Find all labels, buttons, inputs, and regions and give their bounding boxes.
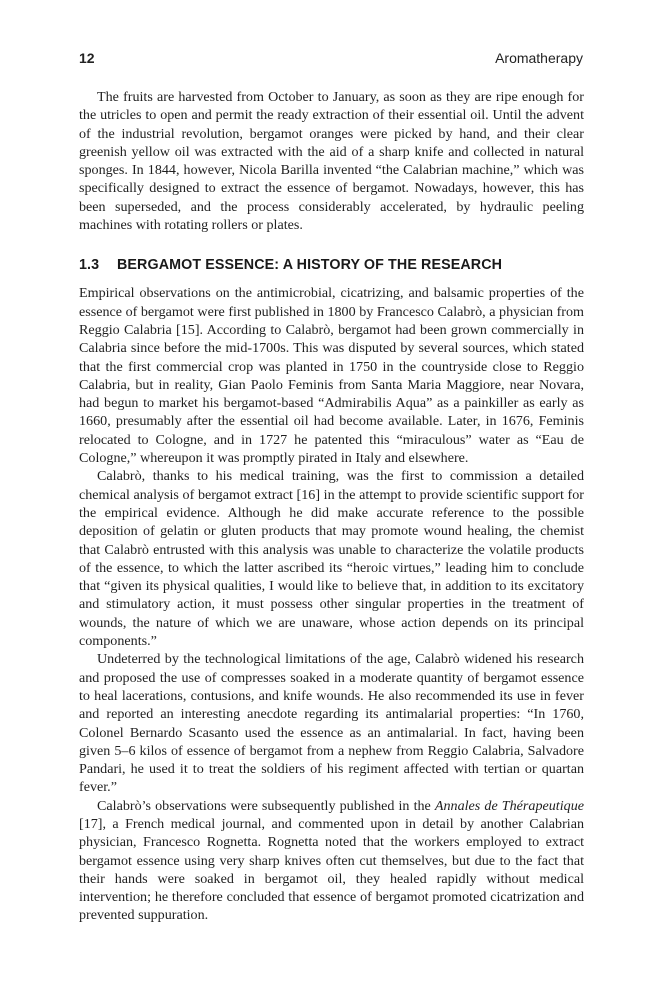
body-paragraph: Calabrò, thanks to his medical training, was the first to commission a detailed chemical analysis of bergamot extract [16] in the attempt to provide scientific support for the empirical evidence. Although he did make accurate reference to the possible deposition of gelatin or gluten products that may promote wound healing, the chemist that Calabrò entrusted with this analysis was unable to characterize the volatile products of the essence, to which the latter ascribed its “heroic virtues,” leading him to conclude that “given its physical qualities, I would like to believe that, in addition to its excitatory and stimulatory action, it must possess other singular properties in the treatment of wounds, the nature of which we are unaware, whose action depends on its principal components.” (79, 468, 584, 650)
text-run: Calabrò’s observations were subsequently published in the (97, 797, 435, 814)
page-number: 12 (79, 50, 95, 66)
body-paragraph: Undeterred by the technological limitations of the age, Calabrò widened his research and proposed the use of compresses soaked in a moderate quantity of bergamot essence to heal lacerations, contusions, and knife wounds. He also recommended its use in fever and reported an interesting anecdote regarding its antimalarial properties: “In 1760, Colonel Bernardo Scasanto used the essence as an antimalarial. In fact, having been given 5–6 kilos of essence of bergamot from a nephew from Reggio Calabria, Salvadore Pandari, he used it to treat the soldiers of his regiment affected with tertian or quartan fever.” (79, 651, 584, 796)
page-body (79, 88, 584, 925)
running-title: Aromatherapy (495, 50, 583, 66)
body-paragraph-last (79, 797, 584, 925)
text-run: [17], a French medical journal, and commented upon in detail by another Calabrian physician, Francesco Rognetta. Rognetta noted that the workers employed to extract bergamot essence using very sharp knives often cut themselves, but due to the fact that their hands were soaked in bergamot oil, they healed rapidly without medical intervention; he therefore concluded that essence of bergamot promoted cicatrization and prevented suppuration. (79, 815, 584, 924)
section-heading (79, 256, 584, 274)
running-header (79, 50, 583, 70)
journal-title: Annales de Thérapeutique (434, 797, 584, 814)
section-number: 1.3 (79, 257, 100, 274)
section-title: BERGAMOT ESSENCE: A HISTORY OF THE RESEARCH (117, 257, 503, 274)
intro-paragraph: The fruits are harvested from October to January, as soon as they are ripe enough for the utricles to open and permit the ready extraction of their essential oil. Until the advent of the industrial revolution, bergamot oranges were picked by hand, and their clear greenish yellow oil was extracted with the aid of a sharp knife and collected in natural sponges. In 1844, however, Nicola Barilla invented “the Calabrian machine,” which was specifically designed to extract the essence of bergamot. Nowadays, however, this has been superseded, and the process considerably accelerated, by hydraulic peeling machines with rotating rollers or plates. (79, 89, 584, 234)
body-paragraph: Empirical observations on the antimicrobial, cicatrizing, and balsamic properties of the essence of bergamot were first published in 1800 by Francesco Calabrò, a physician from Reggio Calabria [15]. According to Calabrò, bergamot had been grown commercially in Calabria since before the mid-1700s. This was disputed by several sources, which stated that the first commercial crop was planted in 1750 in the countryside close to Reggio Calabria, but in reality, Gian Paolo Feminis from Santa Maria Maggiore, near Novara, had begun to market his bergamot-based “Admirabilis Aqua” as a painkiller as early as 1660, presumably after the essential oil had become available. Later, in 1676, Feminis relocated to Cologne, and in 1727 he patented this “miraculous” water as “Eau de Cologne,” whereupon it was promptly pirated in Italy and elsewhere. (79, 285, 584, 467)
